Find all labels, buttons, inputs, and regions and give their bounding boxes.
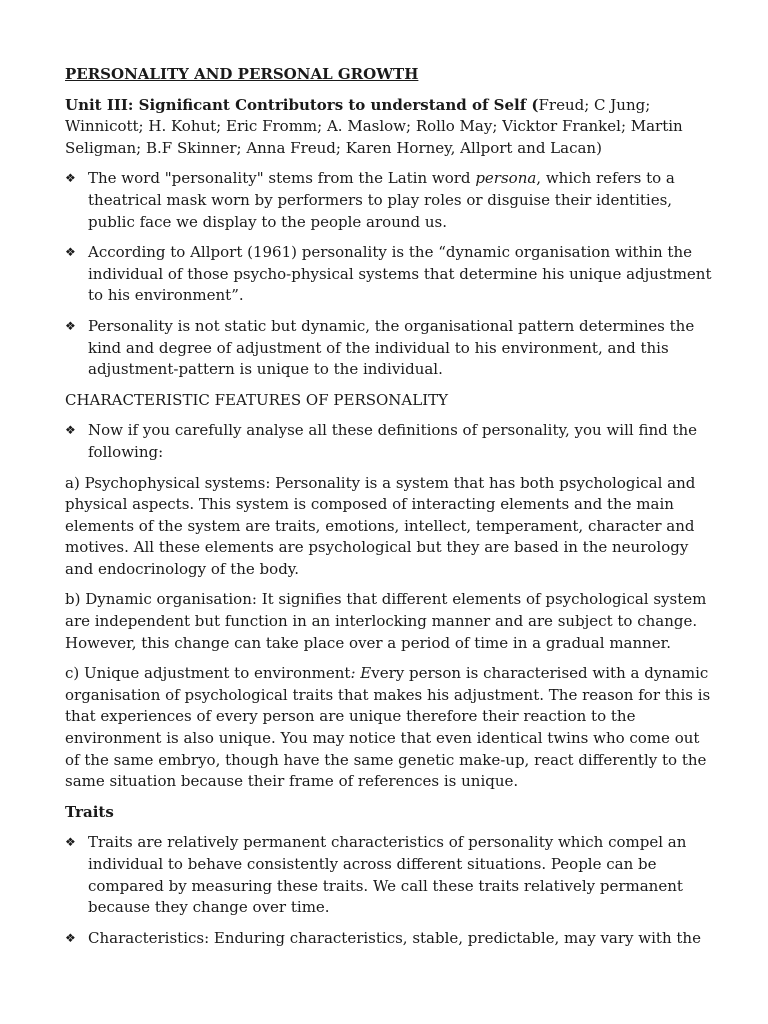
bullet-icon: ❖	[65, 318, 76, 333]
bullet-text-italic: persona	[475, 169, 537, 188]
bullet-text: Now if you carefully analyse all these definitions of personality, you will find the following:	[88, 421, 698, 461]
paragraph-dynamic-organisation: b) Dynamic organisation: It signifies that different elements of psychological system are independent but function in an interlocking manner and are subject to change. However, this change can take place over a period of time in a gradual manner.	[65, 590, 707, 652]
features-heading: CHARACTERISTIC FEATURES OF PERSONALITY	[65, 390, 449, 409]
features-bullet	[65, 420, 715, 463]
unit-heading-bold: Unit III: Significant Contributors to understand of Self (	[65, 95, 539, 114]
traits-bullet-characteristics	[65, 928, 715, 950]
intro-bullet-dynamic	[65, 316, 715, 381]
document-title: PERSONALITY AND PERSONAL GROWTH	[65, 65, 419, 83]
unit-heading-contributors: Freud; C Jung; Winnicott; H. Kohut; Eric Fromm; A. Maslow; Rollo May; Vicktor Frankel; Martin Seligman; B.F Skinner; Anna Freud; Karen Horney, Allport and Lacan)	[65, 95, 683, 157]
traits-heading: Traits	[65, 802, 114, 821]
paragraph-text-italic: : E	[350, 664, 372, 683]
bullet-icon: ❖	[65, 835, 76, 850]
bullet-text: The word "personality" stems from the Latin word	[88, 169, 476, 188]
document-page	[65, 64, 715, 958]
bullet-text: Characteristics: Enduring characteristics, stable, predictable, may vary with the	[88, 928, 701, 947]
bullet-icon: ❖	[65, 423, 76, 438]
bullet-text: , which refers to a theatrical mask worn by performers to play roles or disguise their identities, public face we display to the people around us.	[88, 169, 675, 231]
unit-heading	[65, 95, 715, 160]
intro-bullet-persona	[65, 168, 715, 233]
paragraph-unique-adjustment	[65, 663, 715, 793]
bullet-icon: ❖	[65, 171, 76, 186]
traits-bullet-definition	[65, 832, 715, 918]
paragraph-psychophysical: a) Psychophysical systems: Personality is a system that has both psychological and physical aspects. This system is composed of interacting elements and the main elements of the system are traits, emotions, intellect, temperament, character and motives. All these elements are psychological but they are based in the neurology and endocrinology of the body.	[65, 473, 696, 578]
paragraph-text: c) Unique adjustment to environment	[65, 664, 351, 683]
bullet-icon: ❖	[65, 245, 76, 260]
bullet-text: Traits are relatively permanent characteristics of personality which compel an individual to behave consistently across different situations. People can be compared by measuring these traits. We call these traits relatively permanent because they change over time.	[88, 833, 687, 917]
intro-bullet-allport	[65, 242, 715, 307]
bullet-text: Personality is not static but dynamic, the organisational pattern determines the kind and degree of adjustment of the individual to his environment, and this adjustment-pattern is unique to the individual.	[88, 316, 695, 379]
paragraph-text: very person is characterised with a dynamic organisation of psychological traits that makes his adjustment. The reason for this is that experiences of every person are unique therefore their reaction to the environment is also unique. You may notice that even identical twins who come out of the same embryo, though have the same genetic make-up, react differently to the same situation because their frame of references is unique.	[65, 664, 711, 791]
bullet-text: According to Allport (1961) personality is the “dynamic organisation within the individual of those psycho-physical systems that determine his unique adjustment to his environment”.	[88, 243, 712, 305]
bullet-icon: ❖	[65, 930, 76, 945]
